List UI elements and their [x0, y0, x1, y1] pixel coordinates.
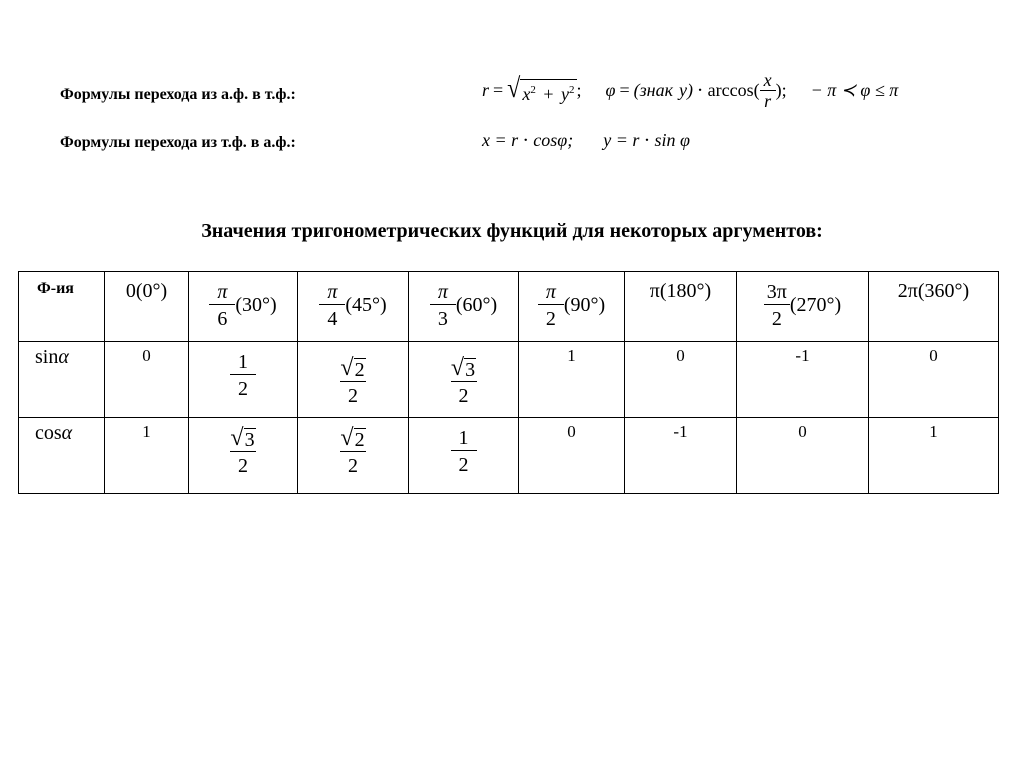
var-phi: φ [605, 80, 616, 100]
header-arg-90 [519, 272, 625, 342]
y-expression: y = r ⋅ sin φ [603, 130, 691, 150]
eq-sign: = [619, 80, 630, 100]
header-arg-30 [189, 272, 298, 342]
table-header-row [19, 272, 999, 342]
frac-sqrt3-2 [451, 356, 477, 410]
cos-value-30 [189, 418, 298, 494]
radicand-3: 3 [465, 359, 476, 381]
cos-270-text: 0 [798, 422, 807, 441]
arccos-text: ⋅ arccos( [697, 80, 760, 100]
den-2: 2 [340, 451, 366, 480]
table-row-cos [19, 418, 999, 494]
den-2: 2 [230, 374, 256, 403]
close-paren: ); [775, 80, 787, 100]
sqrt-body [520, 79, 576, 104]
frac-pi-4 [319, 280, 345, 333]
eq-sign: = [493, 80, 504, 100]
frac-1-2 [451, 426, 477, 479]
deg-30: (30°) [235, 294, 277, 316]
heading-text: Значения тригонометрических функций для некоторых аргументов: [201, 220, 823, 242]
frac-pi-3 [430, 280, 456, 333]
header-arg-180 [625, 272, 737, 342]
sin-value-60 [409, 342, 519, 418]
sin-90-text: 1 [567, 346, 576, 365]
frac-sqrt3-2 [230, 426, 256, 480]
radical-sign: √ [340, 355, 354, 381]
exp-2: 2 [569, 83, 575, 96]
sin-value-30 [189, 342, 298, 418]
sin-value-45 [298, 342, 409, 418]
var-r: r [482, 80, 490, 100]
frac-num: x [763, 70, 772, 90]
frac-den: r [760, 90, 776, 111]
trig-values-table [18, 271, 999, 494]
cos-180-text: -1 [673, 422, 688, 441]
den-2: 2 [764, 304, 790, 333]
radicand-3: 3 [244, 429, 255, 451]
arg-360-text: 2π(360°) [897, 280, 970, 302]
sin-270-text: -1 [795, 346, 810, 365]
sin-text: sin [35, 346, 59, 368]
row-label-sin [19, 342, 105, 418]
formula-tf-to-af [482, 130, 690, 151]
znak-text: (знак [633, 80, 674, 100]
exp-2: 2 [530, 83, 536, 96]
num-pi: π [217, 281, 228, 303]
arg-0-text: 0(0°) [125, 280, 168, 302]
den-2: 2 [538, 304, 564, 333]
x-expression: x = r ⋅ cosφ; [482, 130, 574, 150]
frac-3pi-2 [764, 280, 790, 333]
radical-sign: √ [450, 355, 465, 381]
num-3pi: 3π [766, 281, 787, 303]
radicand-2: 2 [354, 359, 365, 381]
deg-270: (270°) [789, 294, 842, 316]
num-pi: π [437, 281, 448, 303]
den-4: 4 [319, 304, 345, 333]
znak-close: y) [679, 80, 693, 100]
frac-1-2 [230, 350, 256, 403]
header-func-label: Ф-ия [37, 280, 74, 297]
sqrt-3 [451, 356, 476, 381]
sin-180-text: 0 [676, 346, 685, 365]
cos-value-360 [869, 418, 999, 494]
row-label-cos [19, 418, 105, 494]
deg-60: (60°) [455, 294, 498, 316]
cos-value-180 [625, 418, 737, 494]
header-arg-0 [105, 272, 189, 342]
den-3: 3 [430, 304, 456, 333]
cos-value-45 [298, 418, 409, 494]
sin-360-text: 0 [929, 346, 938, 365]
radical-sign: √ [507, 73, 521, 104]
radicand-2: 2 [354, 429, 365, 451]
arg-180-text: π(180°) [649, 280, 712, 302]
num-1: 1 [238, 351, 248, 373]
sin-0-text: 0 [142, 346, 151, 365]
header-arg-45 [298, 272, 409, 342]
header-arg-270 [737, 272, 869, 342]
radical-sign: √ [230, 425, 244, 451]
den-2: 2 [451, 450, 477, 479]
num-1: 1 [458, 427, 469, 449]
formula-label-tf-to-af: Формулы перехода из т.ф. в а.ф.: [60, 134, 296, 151]
alpha-symbol: α [58, 346, 69, 368]
table-heading [0, 220, 1024, 243]
plus-sign: + [543, 83, 554, 104]
den-2: 2 [451, 381, 477, 410]
deg-90: (90°) [563, 294, 606, 316]
cos-value-270 [737, 418, 869, 494]
num-pi: π [327, 281, 338, 303]
var-y: y [561, 83, 569, 104]
header-arg-360 [869, 272, 999, 342]
cos-0-text: 1 [142, 422, 151, 441]
frac-sqrt2-2 [340, 426, 366, 480]
deg-45: (45°) [345, 294, 387, 316]
header-arg-60 [409, 272, 519, 342]
alpha-symbol: α [61, 422, 73, 444]
sin-value-270 [737, 342, 869, 418]
cos-text: cos [35, 422, 62, 444]
cos-value-90 [519, 418, 625, 494]
den-2: 2 [230, 451, 256, 480]
var-x: x [522, 83, 531, 104]
frac-sqrt2-2 [340, 356, 366, 410]
den-2: 2 [340, 381, 366, 410]
sqrt-2 [340, 426, 365, 451]
sqrt-expr [507, 73, 576, 104]
sin-value-0 [105, 342, 189, 418]
sqrt-3 [230, 426, 255, 451]
phi-range: − π ≺ φ ≤ π [810, 80, 899, 100]
sqrt-2 [340, 356, 365, 381]
den-6: 6 [209, 304, 235, 333]
cos-360-text: 1 [929, 422, 938, 441]
formula-af-to-tf [482, 70, 898, 111]
sin-value-180 [625, 342, 737, 418]
sin-value-90 [519, 342, 625, 418]
formula-label-af-to-tf: Формулы перехода из а.ф. в т.ф.: [60, 86, 296, 103]
cos-value-0 [105, 418, 189, 494]
sin-value-360 [869, 342, 999, 418]
cos-value-60 [409, 418, 519, 494]
frac-pi-6 [209, 280, 235, 333]
semicolon: ; [576, 80, 582, 100]
radical-sign: √ [340, 425, 354, 451]
cos-90-text: 0 [567, 422, 576, 441]
frac-pi-2 [538, 280, 564, 333]
header-func-cell [19, 272, 105, 342]
table-row-sin [19, 342, 999, 418]
num-pi: π [545, 281, 556, 303]
fraction-x-over-r [762, 70, 774, 111]
